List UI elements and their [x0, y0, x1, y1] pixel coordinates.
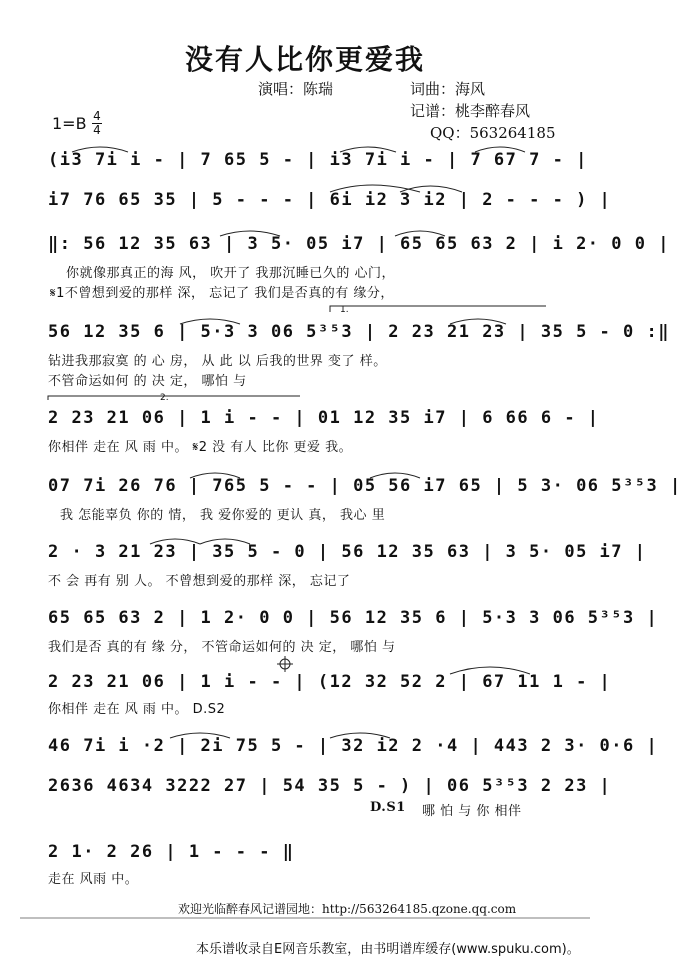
slur-16 — [330, 733, 390, 738]
lyric-row-4b: 不管命运如何 的 决 定， 哪怕 与 — [48, 374, 247, 389]
ds1-mark: D.S1 — [370, 800, 406, 815]
score-row-12: 2 1· 2 26 | 1 - - - ‖ — [48, 842, 295, 862]
lyric-row-12: 走在 风雨 中。 — [48, 872, 139, 887]
score-row-2: i7 76 65 35 | 5 - - - | 6i i2 3 i2 | 2 - - - ) | — [48, 190, 612, 210]
slur-7 — [395, 231, 445, 236]
score-row-4: 56 12 35 6 | 5·3 3 06 5³⁵3 | 2 23 21 23 | 35 5 - 0 :‖ — [48, 322, 670, 342]
welcome-footer: 欢迎光临醉春风记谱园地：http://563264185.qzone.qq.com — [178, 902, 517, 916]
slur-10 — [190, 473, 240, 478]
singer-credit: 演唱：陈瑞 — [258, 80, 334, 98]
score-row-9: 2 23 21 06 | 1 i - - | (12 32 52 2 | 67 11 1 - | — [48, 672, 612, 692]
score-row-10: 46 7i i ·2 | 2i 75 5 - | 32 i2 2 ·4 | 443 2 3· 0·6 | — [48, 736, 659, 756]
lyric-row-8: 我们是否 真的有 缘 分， 不管命运如何的 决 定， 哪怕 与 — [48, 640, 396, 655]
time-bottom: 4 — [93, 123, 101, 137]
slur-5 — [400, 186, 462, 192]
volta-1 — [330, 306, 546, 312]
time-top: 4 — [93, 109, 101, 123]
score-row-6: 07 7i 26 76 | 765 5 - - | 05 56 i7 65 | 5 3· 06 5³⁵3 | — [48, 476, 682, 496]
slur-2 — [340, 147, 396, 152]
score-row-3: ‖: 56 12 35 63 | 3 5· 05 i7 | 65 65 63 2 | i 2· 0 0 | — [48, 234, 670, 254]
lyric-row-3a: 你就像那真正的海 风， 吹开了 我那沉睡已久的 心门， — [66, 266, 396, 281]
score-row-5: 2 23 21 06 | 1 i - - | 01 12 35 i7 | 6 66 6 - | — [48, 408, 600, 428]
slur-11 — [370, 473, 420, 478]
slur-15 — [170, 733, 230, 738]
score-row-11: 2636 4634 3222 27 | 54 35 5 - ) | 06 5³⁵3 2 23 | — [48, 776, 612, 796]
qq-contact: QQ：563264185 — [430, 124, 556, 142]
coda-cross — [277, 656, 293, 672]
source-footer: 本乐谱收录自E网音乐教室，由书明谱库缓存(www.spuku.com)。 — [196, 942, 580, 957]
volta-2 — [48, 396, 300, 400]
slur-6 — [220, 231, 280, 236]
lyric-row-7: 不 会 再有 别 人。 不曾想到爱的那样 深， 忘记了 — [48, 574, 351, 589]
ending-1-mark: 1. — [340, 305, 349, 315]
slur-8 — [180, 319, 240, 324]
slur-4 — [330, 185, 420, 192]
song-title: 没有人比你更爱我 — [184, 43, 425, 76]
slur-1 — [72, 147, 128, 152]
slur-14 — [450, 667, 530, 674]
composer-credit: 词曲：海风 — [410, 80, 486, 98]
slur-3 — [475, 147, 525, 152]
ending-2-mark: 2. — [160, 393, 169, 403]
transcriber-credit: 记谱：桃李醉春风 — [410, 102, 531, 120]
lyric-row-4a: 钻进我那寂寞 的 心 房， 从 此 以 后我的世界 变了 样。 — [48, 354, 387, 369]
score-row-1: (i3 7i i - | 7 65 5 - | i3 7i i - | 7 67 7 - | — [48, 150, 588, 170]
lyric-row-5: 你相伴 走在 风 雨 中。 𝄋2 没 有人 比你 更爱 我。 — [48, 440, 353, 455]
slur-9 — [450, 319, 506, 324]
lyric-row-3b: 𝄋1不曾想到爱的那样 深， 忘记了 我们是否真的有 缘分， — [50, 286, 394, 301]
lyric-row-9: 你相伴 走在 风 雨 中。 D.S2 — [48, 702, 226, 717]
score-row-8: 65 65 63 2 | 1 2· 0 0 | 56 12 35 6 | 5·3 3 06 5³⁵3 | — [48, 608, 659, 628]
lyric-row-6: 我 怎能辜负 你的 情， 我 爱你爱的 更认 真， 我心 里 — [60, 508, 386, 523]
lyric-row-11: 哪 怕 与 你 相伴 — [422, 804, 522, 819]
slur-13 — [200, 539, 250, 544]
score-row-7: 2 · 3 21 23 | 35 5 - 0 | 56 12 35 63 | 3 5· 05 i7 | — [48, 542, 647, 562]
slur-12 — [150, 539, 200, 544]
key-signature: 1=B — [52, 114, 87, 133]
